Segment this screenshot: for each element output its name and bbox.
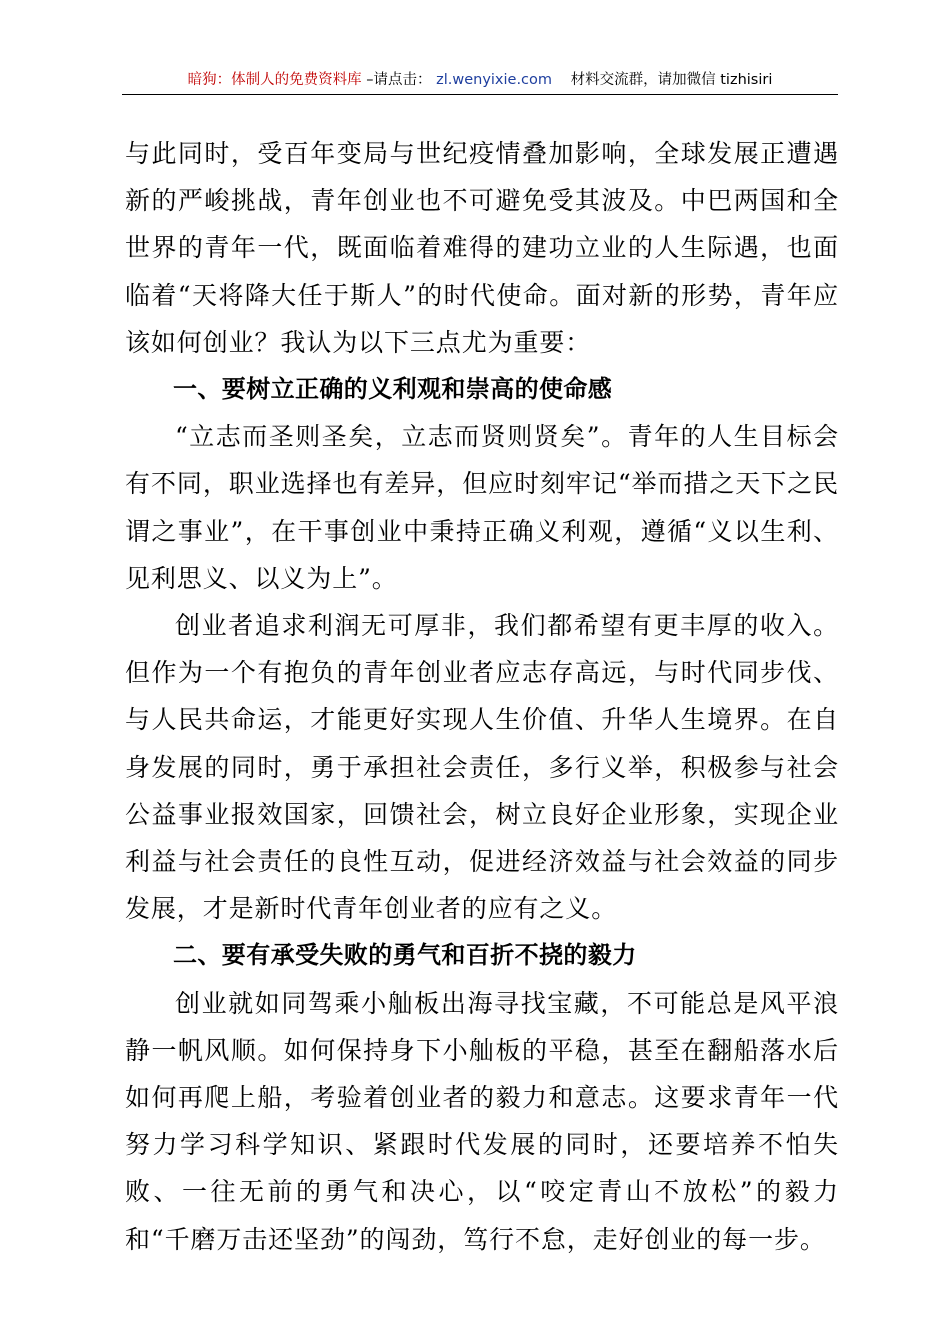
paragraph-perseverance: 创业就如同驾乘小舢板出海寻找宝藏，不可能总是风平浪静一帆风顺。如何保持身下小舢板的平稳，甚至在翻船落水后如何再爬上船，考验着创业者的毅力和意志。这要求青年一代努力学习科学知识、紧跟时代发展的同时，还要培养不怕失败、一往无前的勇气和决心，以“咬定青山不放松”的毅力和“千磨万击还坚劲”的闯劲，笃行不怠，走好创业的每一步。 bbox=[125, 988, 839, 1254]
document-body bbox=[125, 130, 839, 1263]
paragraph-responsibility: 创业者追求利润无可厚非，我们都希望有更丰厚的收入。但作为一个有抱负的青年创业者应志存高远，与时代同步伐、与人民共命运，才能更好实现人生价值、升华人生境界。在自身发展的同时，勇于承担社会责任，多行义举，积极参与社会公益事业报效国家，回馈社会，树立良好企业形象，实现企业利益与社会责任的良性互动，促进经济效益与社会效益的同步发展，才是新时代青年创业者的应有之义。 bbox=[125, 611, 839, 924]
section-heading-2: 二、要有承受失败的勇气和百折不挠的毅力 bbox=[173, 941, 637, 970]
header-site-link[interactable]: zl.wenyixie.com bbox=[436, 72, 553, 88]
header-brand: 暗狗：体制人的免费资料库 bbox=[187, 72, 362, 88]
header-contact: 材料交流群，请加微信 tizhisiri bbox=[570, 72, 773, 88]
header-prompt: –请点击： bbox=[366, 72, 432, 88]
page-header bbox=[122, 70, 838, 95]
paragraph-aspiration: “立志而圣则圣矣，立志而贤则贤矣”。青年的人生目标会有不同，职业选择也有差异，但应时刻牢记“举而措之天下之民谓之事业”，在干事创业中秉持正确义利观，遵循“义以生利、见利思义、以义为上”。 bbox=[125, 422, 839, 593]
section-heading-1: 一、要树立正确的义利观和崇高的使命感 bbox=[173, 375, 613, 404]
paragraph-intro: 与此同时，受百年变局与世纪疫情叠加影响，全球发展正遭遇新的严峻挑战，青年创业也不可避免受其波及。中巴两国和全世界的青年一代，既面临着难得的建功立业的人生际遇，也面临着“天将降大任于斯人”的时代使命。面对新的形势，青年应该如何创业？我认为以下三点尤为重要： bbox=[125, 139, 839, 357]
